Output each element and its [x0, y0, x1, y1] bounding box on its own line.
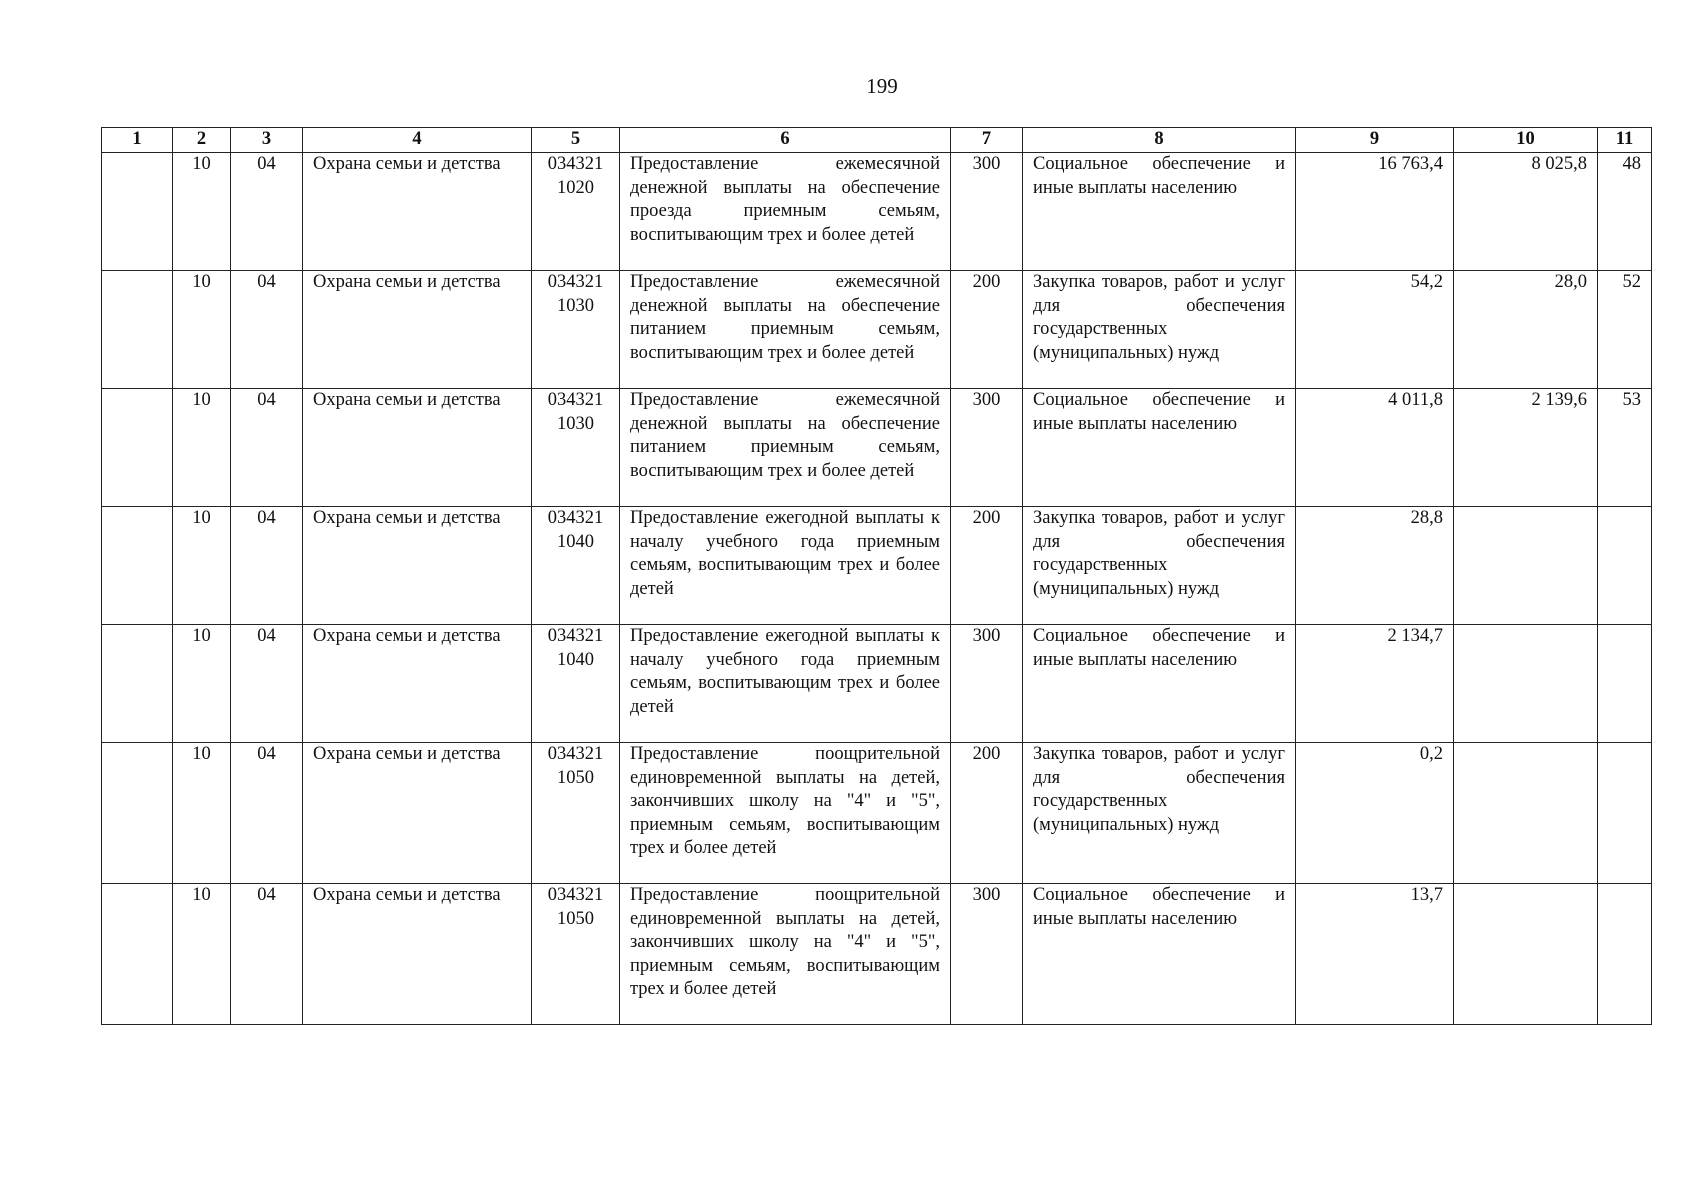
expense-type-name — [1023, 884, 1296, 1025]
expense-type-name — [1023, 271, 1296, 389]
header-row — [102, 128, 1652, 153]
subsection-name — [303, 625, 532, 743]
header-cell: 3 — [231, 128, 303, 153]
amount-col9-text: 13,7 — [1410, 885, 1443, 905]
header-cell: 7 — [951, 128, 1023, 153]
subsection-name-text: Охрана семьи и детства — [313, 390, 501, 410]
amount-col11 — [1598, 507, 1652, 625]
article-description — [620, 884, 951, 1025]
amount-col10 — [1454, 389, 1598, 507]
expense-type-name-text: Социальное обеспечение и иные выплаты населению — [1033, 154, 1285, 198]
amount-col10-text: 2 139,6 — [1531, 390, 1587, 410]
amount-col9 — [1296, 153, 1454, 271]
subsection-code-text: 04 — [257, 744, 276, 764]
target-article-code — [532, 625, 620, 743]
article-description — [620, 507, 951, 625]
amount-col9 — [1296, 625, 1454, 743]
code-line: 034321 — [547, 744, 604, 764]
amount-col11 — [1598, 884, 1652, 1025]
amount-col11 — [1598, 389, 1652, 507]
subsection-name — [303, 743, 532, 884]
code-line: 1030 — [557, 413, 594, 434]
expense-type-name — [1023, 507, 1296, 625]
table-row — [102, 743, 1652, 884]
row-empty-cell — [102, 153, 173, 271]
budget-table — [101, 127, 1652, 1025]
subsection-code-text: 04 — [257, 154, 276, 174]
section-code — [173, 507, 231, 625]
amount-col10-text: 28,0 — [1554, 272, 1587, 292]
article-description — [620, 389, 951, 507]
amount-col9 — [1296, 271, 1454, 389]
article-description-text: Предоставление ежемесячной денежной выплаты на обеспечение питанием приемным семьям, воспитывающим трех и более детей — [630, 390, 940, 481]
code-line: 034321 — [547, 390, 604, 410]
article-description-text: Предоставление ежегодной выплаты к началу учебного года приемным семьям, воспитывающим трех и более детей — [630, 626, 940, 717]
code-line: 034321 — [547, 626, 604, 646]
amount-col11-text: 52 — [1622, 272, 1641, 292]
section-code-text: 10 — [192, 272, 211, 292]
expense-type-name-text: Закупка товаров, работ и услуг для обеспечения государственных (муниципальных) нужд — [1033, 508, 1285, 599]
table-row — [102, 153, 1652, 271]
amount-col9-text: 2 134,7 — [1387, 626, 1443, 646]
amount-col11 — [1598, 153, 1652, 271]
header-cell: 10 — [1454, 128, 1598, 153]
row-empty-cell — [102, 743, 173, 884]
subsection-name-text: Охрана семьи и детства — [313, 885, 501, 905]
article-description-text: Предоставление ежемесячной денежной выплаты на обеспечение питанием приемным семьям, воспитывающим трех и более детей — [630, 272, 940, 363]
amount-col10 — [1454, 271, 1598, 389]
subsection-code-text: 04 — [257, 272, 276, 292]
header-cell: 2 — [173, 128, 231, 153]
subsection-name-text: Охрана семьи и детства — [313, 154, 501, 174]
header-cell: 4 — [303, 128, 532, 153]
code-line: 1030 — [557, 295, 594, 316]
table-row — [102, 271, 1652, 389]
expense-type-code — [951, 625, 1023, 743]
expense-type-code — [951, 884, 1023, 1025]
amount-col9-text: 4 011,8 — [1388, 390, 1443, 410]
amount-col10 — [1454, 625, 1598, 743]
expense-type-name-text: Закупка товаров, работ и услуг для обеспечения государственных (муниципальных) нужд — [1033, 272, 1285, 363]
row-empty-cell — [102, 271, 173, 389]
header-cell: 11 — [1598, 128, 1652, 153]
code-line: 1020 — [557, 177, 594, 198]
section-code-text: 10 — [192, 154, 211, 174]
target-article-code — [532, 507, 620, 625]
subsection-name — [303, 153, 532, 271]
expense-type-code-text: 200 — [972, 508, 1001, 528]
expense-type-code — [951, 153, 1023, 271]
subsection-code — [231, 625, 303, 743]
amount-col10-text: 8 025,8 — [1531, 154, 1587, 174]
code-line: 1050 — [557, 767, 594, 788]
expense-type-code — [951, 507, 1023, 625]
row-empty-cell — [102, 625, 173, 743]
header-cell: 8 — [1023, 128, 1296, 153]
subsection-code — [231, 389, 303, 507]
amount-col11 — [1598, 271, 1652, 389]
subsection-name-text: Охрана семьи и детства — [313, 508, 501, 528]
page-number: 199 — [866, 74, 898, 98]
section-code-text: 10 — [192, 508, 211, 528]
section-code — [173, 884, 231, 1025]
section-code-text: 10 — [192, 390, 211, 410]
section-code — [173, 389, 231, 507]
expense-type-name-text: Социальное обеспечение и иные выплаты населению — [1033, 626, 1285, 670]
amount-col11 — [1598, 743, 1652, 884]
amount-col10 — [1454, 153, 1598, 271]
expense-type-name — [1023, 625, 1296, 743]
code-line: 034321 — [547, 885, 604, 905]
section-code — [173, 625, 231, 743]
header-cell: 5 — [532, 128, 620, 153]
amount-col11 — [1598, 625, 1652, 743]
code-line: 034321 — [547, 508, 604, 528]
amount-col9 — [1296, 884, 1454, 1025]
subsection-name — [303, 884, 532, 1025]
table-row — [102, 884, 1652, 1025]
row-empty-cell — [102, 389, 173, 507]
section-code-text: 10 — [192, 885, 211, 905]
code-line: 1040 — [557, 649, 594, 670]
expense-type-name-text: Социальное обеспечение и иные выплаты населению — [1033, 390, 1285, 434]
code-line: 034321 — [547, 154, 604, 174]
code-line: 034321 — [547, 272, 604, 292]
subsection-name-text: Охрана семьи и детства — [313, 626, 501, 646]
expense-type-code-text: 200 — [972, 744, 1001, 764]
expense-type-code — [951, 389, 1023, 507]
row-empty-cell — [102, 507, 173, 625]
subsection-name-text: Охрана семьи и детства — [313, 272, 501, 292]
header-cell: 9 — [1296, 128, 1454, 153]
expense-type-name-text: Социальное обеспечение и иные выплаты населению — [1033, 885, 1285, 929]
article-description-text: Предоставление поощрительной единовременной выплаты на детей, закончивших школу на "4" и "5", приемным семьям, воспитывающим трех и более детей — [630, 744, 940, 858]
expense-type-name — [1023, 743, 1296, 884]
target-article-code — [532, 743, 620, 884]
amount-col10 — [1454, 743, 1598, 884]
expense-type-code — [951, 743, 1023, 884]
expense-type-code-text: 300 — [972, 154, 1001, 174]
subsection-code — [231, 271, 303, 389]
amount-col9-text: 28,8 — [1410, 508, 1443, 528]
subsection-code — [231, 884, 303, 1025]
subsection-code — [231, 153, 303, 271]
amount-col11-text: 53 — [1622, 390, 1641, 410]
target-article-code — [532, 271, 620, 389]
code-line: 1040 — [557, 531, 594, 552]
amount-col9-text: 54,2 — [1410, 272, 1443, 292]
article-description-text: Предоставление ежемесячной денежной выплаты на обеспечение проезда приемным семьям, воспитывающим трех и более детей — [630, 154, 940, 245]
row-empty-cell — [102, 884, 173, 1025]
code-line: 1050 — [557, 908, 594, 929]
article-description-text: Предоставление поощрительной единовременной выплаты на детей, закончивших школу на "4" и "5", приемным семьям, воспитывающим трех и более детей — [630, 885, 940, 999]
expense-type-code-text: 300 — [972, 626, 1001, 646]
amount-col10 — [1454, 507, 1598, 625]
article-description-text: Предоставление ежегодной выплаты к началу учебного года приемным семьям, воспитывающим трех и более детей — [630, 508, 940, 599]
amount-col10 — [1454, 884, 1598, 1025]
target-article-code — [532, 884, 620, 1025]
expense-type-code-text: 200 — [972, 272, 1001, 292]
subsection-code-text: 04 — [257, 885, 276, 905]
amount-col9 — [1296, 389, 1454, 507]
subsection-name-text: Охрана семьи и детства — [313, 744, 501, 764]
section-code-text: 10 — [192, 626, 211, 646]
expense-type-code-text: 300 — [972, 885, 1001, 905]
target-article-code — [532, 389, 620, 507]
expense-type-name — [1023, 153, 1296, 271]
subsection-code — [231, 507, 303, 625]
expense-type-code — [951, 271, 1023, 389]
expense-type-code-text: 300 — [972, 390, 1001, 410]
article-description — [620, 625, 951, 743]
article-description — [620, 153, 951, 271]
header-cell: 6 — [620, 128, 951, 153]
expense-type-name-text: Закупка товаров, работ и услуг для обеспечения государственных (муниципальных) нужд — [1033, 744, 1285, 835]
amount-col9 — [1296, 743, 1454, 884]
section-code — [173, 271, 231, 389]
amount-col9-text: 16 763,4 — [1378, 154, 1443, 174]
amount-col11-text: 48 — [1622, 154, 1641, 174]
article-description — [620, 743, 951, 884]
subsection-name — [303, 389, 532, 507]
table-row — [102, 625, 1652, 743]
amount-col9 — [1296, 507, 1454, 625]
expense-type-name — [1023, 389, 1296, 507]
section-code — [173, 743, 231, 884]
subsection-code — [231, 743, 303, 884]
subsection-code-text: 04 — [257, 626, 276, 646]
subsection-name — [303, 271, 532, 389]
table-row — [102, 389, 1652, 507]
article-description — [620, 271, 951, 389]
target-article-code — [532, 153, 620, 271]
subsection-code-text: 04 — [257, 508, 276, 528]
table-row — [102, 507, 1652, 625]
header-cell: 1 — [102, 128, 173, 153]
subsection-code-text: 04 — [257, 390, 276, 410]
subsection-name — [303, 507, 532, 625]
amount-col9-text: 0,2 — [1419, 744, 1443, 764]
section-code-text: 10 — [192, 744, 211, 764]
section-code — [173, 153, 231, 271]
